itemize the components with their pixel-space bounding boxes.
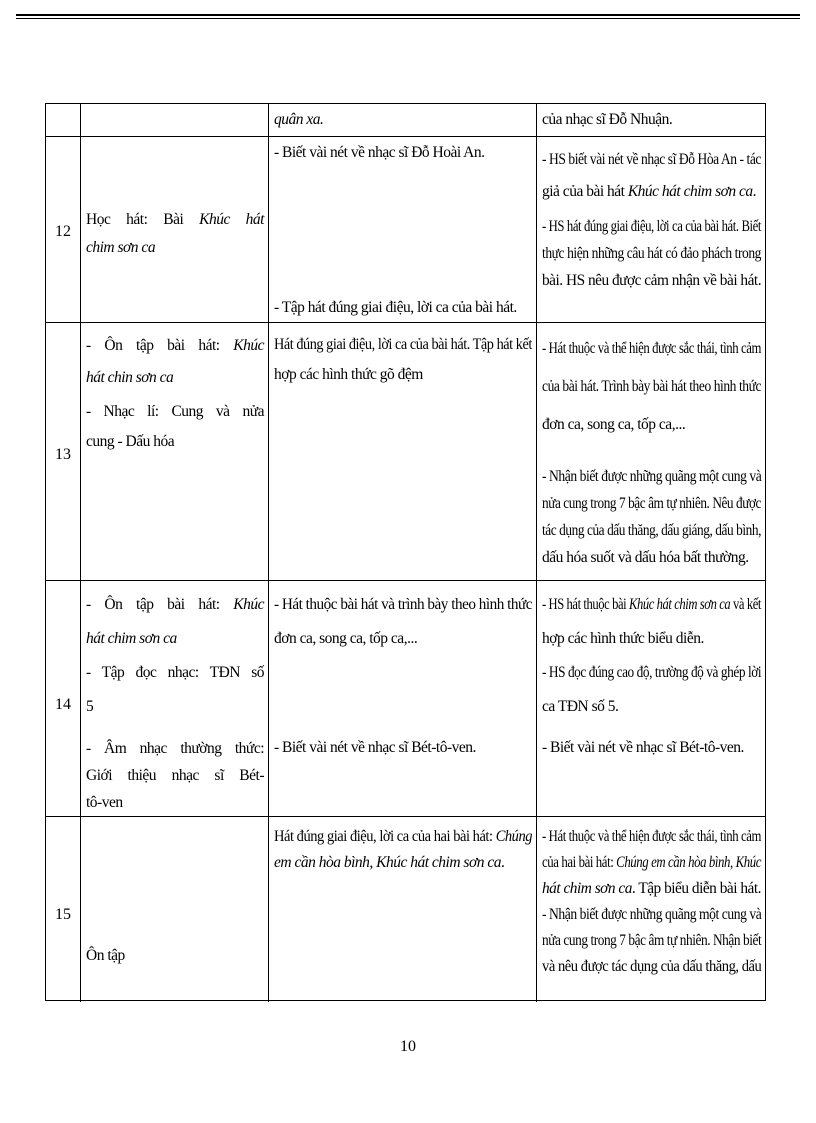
lesson-number-cell: 13 [55,446,71,463]
header-rule [16,14,800,16]
table-row [46,816,765,1002]
topic-cell: - Ôn tập bài hát: Khúc hát chin sơn ca - Nhạc lí: Cung và nửa cung - Dấu hóa [80,323,268,580]
lesson-number-cell: 15 [55,906,71,923]
header-rule-thin [16,18,800,19]
table-row [46,580,765,816]
topic-cell: Học hát: Bài Khúc hát chim sơn ca [80,137,268,322]
lesson-number-cell: 14 [55,696,71,713]
outcome-cell: của nhạc sĩ Đỗ Nhuận. [536,104,765,136]
requirement-cell: Hát đúng giai điệu, lời ca của bài hát. Tập hát kết hợp các hình thức gõ đệm [268,323,536,580]
lesson-number-cell [46,104,80,136]
requirement-cell: - Hát thuộc bài hát và trình bày theo hình thức đơn ca, song ca, tốp ca,... - Biết vài nét về nhạc sĩ Bét-tô-ven. [268,581,536,816]
outcome-cell: - Hát thuộc và thể hiện được sắc thái, tình cảm của bài hát. Trình bày bài hát theo hình thức đơn ca, song ca, tốp ca,... - Nhận biết được những quãng một cung và nửa cung trong 7 bậc âm tự nhiên. Nêu được tác dụng của dấu thăng, dấu giáng, dấu bình, dấu hóa suốt và dấu hóa bất thường. [536,323,765,580]
requirement-cell: Hát đúng giai điệu, lời ca của hai bài hát: Chúng em cần hòa bình, Khúc hát chim sơn ca. [268,817,536,1002]
table-row [46,322,765,580]
curriculum-table [45,103,766,1001]
topic-cell: - Ôn tập bài hát: Khúc hát chim sơn ca - Tập đọc nhạc: TĐN số 5 - Âm nhạc thường thức: Giới thiệu nhạc sĩ Bét- tô-ven [80,581,268,816]
page-number: 10 [400,1038,416,1055]
topic-cell [80,104,268,136]
outcome-cell: - HS hát thuộc bài Khúc hát chim sơn ca và kết hợp các hình thức biểu diễn. - HS đọc đúng cao độ, trường độ và ghép lời ca TĐN số 5. - Biết vài nét về nhạc sĩ Bét-tô-ven. [536,581,765,816]
table-row [46,136,765,322]
topic-cell: Ôn tập [80,817,268,1002]
requirement-cell: - Biết vài nét về nhạc sĩ Đỗ Hoài An. - Tập hát đúng giai điệu, lời ca của bài hát. [268,137,536,322]
table-row [46,104,765,136]
outcome-cell: - HS biết vài nét về nhạc sĩ Đỗ Hòa An - tác giả của bài hát Khúc hát chim sơn ca. - HS hát đúng giai điệu, lời ca của bài hát. Biết thực hiện những câu hát có đảo phách trong bài. HS nêu được cảm nhận về bài hát. [536,137,765,322]
lesson-number-cell: 12 [55,223,71,240]
outcome-cell: - Hát thuộc và thể hiện được sắc thái, tình cảm của hai bài hát: Chúng em cần hòa bình, Khúc hát chim sơn ca. Tập biểu diễn bài hát. - Nhận biết được những quãng một cung và nửa cung trong 7 bậc âm tự nhiên. Nhận biết và nêu được tác dụng của dấu thăng, dấu [536,817,765,1002]
requirement-cell: quân xa. [268,104,536,136]
